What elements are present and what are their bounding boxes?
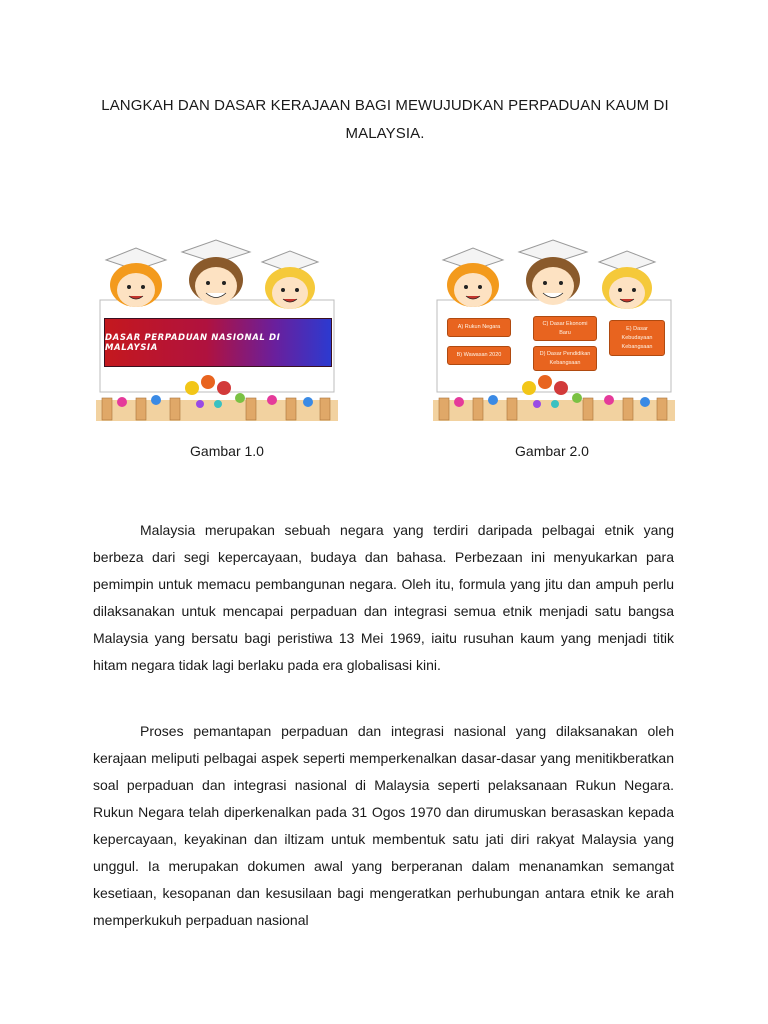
paragraph-1: Malaysia merupakan sebuah negara yang terdiri daripada pelbagai etnik yang berbeza dari segi kepercayaan, budaya dan bahasa. Perbezaan ini menyukarkan para pemimpin untuk memacu pembangunan negara. Oleh itu, formula yang jitu dan ampuh perlu dilaksanakan untuk mencapai perpaduan dan integrasi semua etnik menjadi satu bangsa Malaysia yang bersatu bagi peristiwa 13 Mei 1969, iaitu rusuhan kaum yang menjadi titik hitam negara tidak lagi berlaku pada era globalisasi kini. (93, 522, 674, 673)
policy-box-wawasan-2020: B) Wawasan 2020 (447, 346, 511, 365)
figure-1-image (96, 238, 338, 421)
figure-2-caption: Gambar 2.0 (515, 443, 589, 459)
paragraph-2: Proses pemantapan perpaduan dan integrasi nasional yang dilaksanakan oleh kerajaan meliputi pelbagai aspek seperti memperkenalkan dasar-dasar yang menitikberatkan soal perpaduan dan integrasi nasional di Malaysia seperti pelaksanaan Rukun Negara. Rukun Negara telah diperkenalkan pada 31 Ogos 1970 dan dirumuskan berasaskan kepada kepercayaan, keyakinan dan iltizam untuk membentuk satu jati diri rakyat Malaysia yang unggul. Ia merupakan dokumen awal yang berperanan dalam menanamkan semangat kesetiaan, kesopanan dan kesusilaan bagi mengeratkan perhubungan antara etnik ke arah memperkukuh perpaduan nasional (93, 723, 674, 928)
policy-box-dasar-kebudayaan: E) Dasar Kebudayaan Kebangsaan (609, 320, 665, 356)
policy-box-dasar-pendidikan: D) Dasar Pendidikan Kebangsaan (533, 346, 597, 371)
page-title: LANGKAH DAN DASAR KERAJAAN BAGI MEWUJUDKAN PERPADUAN KAUM DI MALAYSIA. (101, 97, 669, 142)
figure-1-caption: Gambar 1.0 (190, 443, 264, 459)
policy-banner: DASAR PERPADUAN NASIONAL DI MALAYSIA (104, 318, 332, 367)
policy-box-dasar-ekonomi-baru: C) Dasar Ekonomi Baru (533, 316, 597, 341)
figure-2-image (433, 238, 675, 421)
policy-box-rukun-negara: A) Rukun Negara (447, 318, 511, 337)
